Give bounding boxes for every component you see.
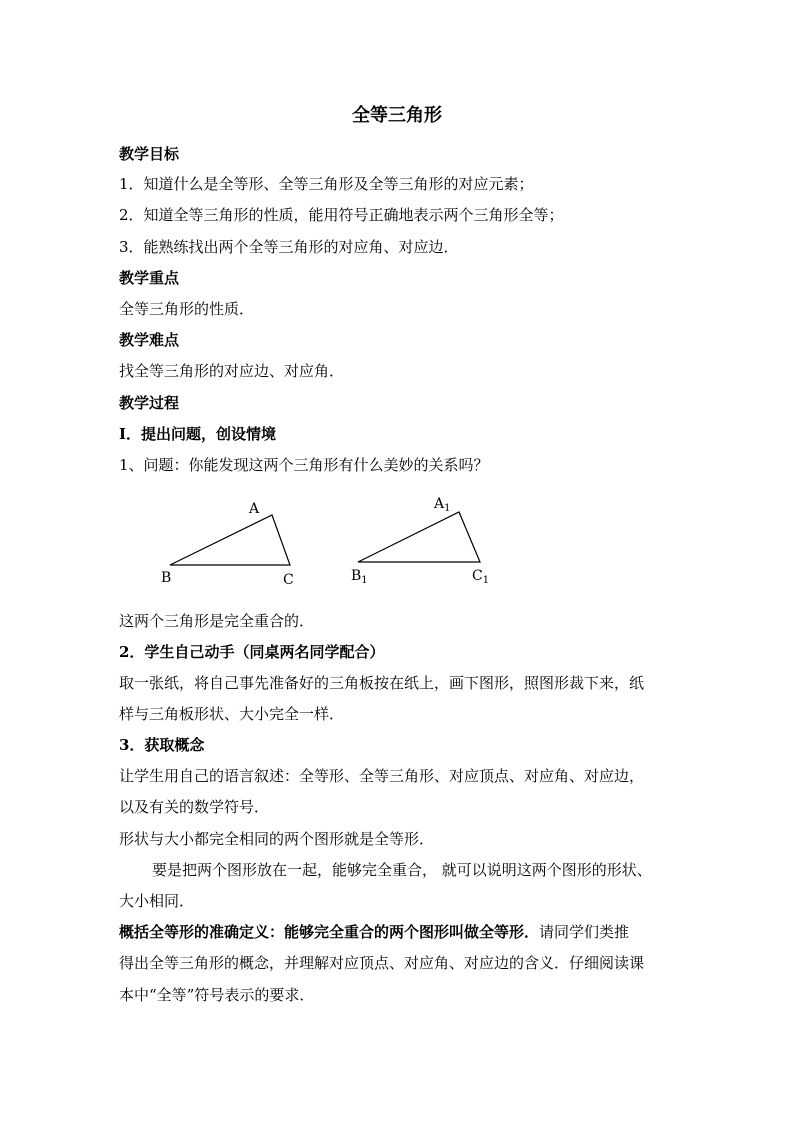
coincide-text: 这两个三角形是完全重合的．: [119, 612, 315, 630]
definition-rest: 请同学们类推: [539, 923, 630, 941]
label-c1-sub: 1: [482, 575, 490, 586]
step-3-line-3: 形状与大小都完全相同的两个图形就是全等形．: [119, 830, 435, 848]
step-3-line-5: 大小相同．: [119, 892, 195, 910]
label-b: B: [161, 570, 172, 586]
difficulties-text: 找全等三角形的对应边、对应角．: [119, 362, 345, 380]
definition-line-2: 得出全等三角形的概念，并理解对应顶点、对应角、对应边的含义．仔细阅读课: [119, 954, 645, 972]
step-3-line-4: 要是把两个图形放在一起，能够完全重合， 就可以说明这两个图形的形状、: [152, 861, 652, 879]
label-b1-letter: B: [351, 568, 362, 584]
heading-difficulties: 教学难点: [119, 331, 180, 349]
step-3-line-2: 以及有关的数学符号．: [119, 798, 270, 816]
step-3-heading: 3．获取概念: [119, 736, 205, 754]
label-a1-letter: A: [434, 496, 445, 512]
definition-line-3: 本中“全等”符号表示的要求．: [119, 986, 315, 1004]
triangle-a1b1c1: [358, 512, 480, 562]
label-c1-letter: C: [472, 568, 483, 584]
goal-2: 2．知道全等三角形的性质，能用符号正确地表示两个三角形全等；: [119, 206, 564, 224]
key-points-text: 全等三角形的性质．: [119, 300, 255, 318]
goal-1: 1．知道什么是全等形、全等三角形及全等三角形的对应元素；: [119, 175, 534, 193]
step-2-heading: 2．学生自己动手（同桌两名同学配合）: [119, 643, 385, 661]
page-title: 全等三角形: [352, 105, 442, 126]
label-a1-sub: 1: [444, 503, 451, 514]
label-a1: [433, 496, 451, 514]
step-3-line-1: 让学生用自己的语言叙述：全等形、全等三角形、对应顶点、对应角、对应边，: [119, 767, 645, 785]
step-2-line-1: 取一张纸，将自己事先准备好的三角板按在纸上，画下图形，照图形裁下来，纸: [119, 674, 645, 692]
definition-line-1: [119, 921, 679, 943]
label-b1: [351, 568, 368, 586]
triangle-abc: [170, 515, 290, 565]
label-b1-sub: 1: [361, 575, 368, 586]
heading-goals: 教学目标: [119, 145, 180, 163]
label-c1: [472, 568, 489, 586]
goal-3: 3．能熟练找出两个全等三角形的对应角、对应边．: [119, 238, 459, 256]
label-a: A: [249, 501, 260, 517]
question-text: 1、问题：你能发现这两个三角形有什么美妙的关系吗？: [119, 456, 489, 474]
heading-process: 教学过程: [119, 394, 180, 412]
definition-bold: 概括全等形的准确定义：能够完全重合的两个图形叫做全等形．: [119, 923, 540, 941]
label-c: C: [283, 572, 294, 588]
heading-key-points: 教学重点: [119, 269, 180, 287]
step-2-line-2: 样与三角板形状、大小完全一样．: [119, 705, 345, 723]
section-1-heading: Ⅰ．提出问题，创设情境: [119, 425, 277, 443]
